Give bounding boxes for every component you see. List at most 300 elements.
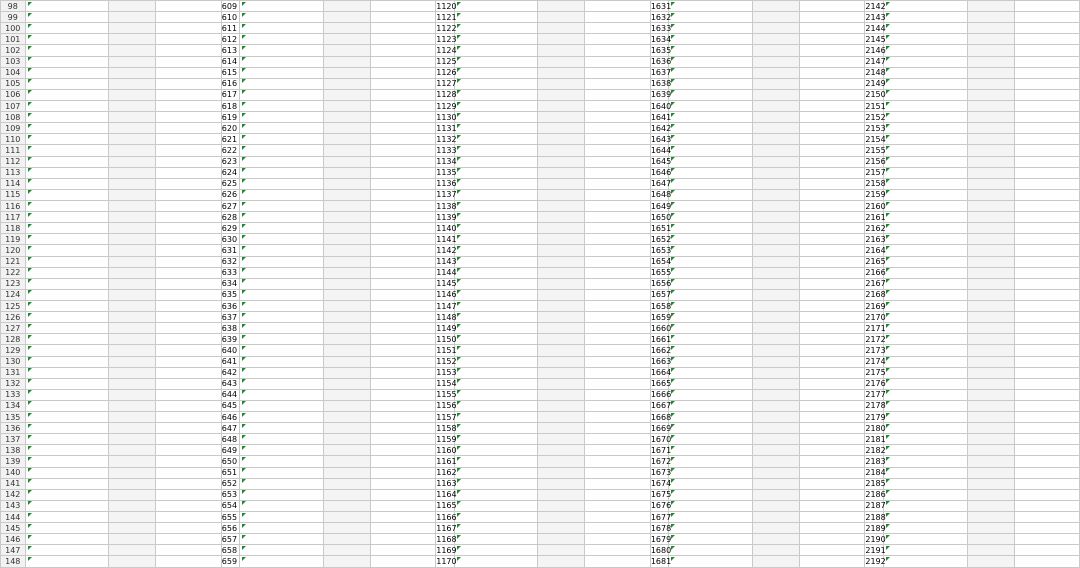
- table-cell[interactable]: [669, 134, 753, 145]
- table-cell[interactable]: [585, 256, 650, 267]
- table-cell[interactable]: [109, 356, 156, 367]
- row-number-cell[interactable]: 129: [1, 345, 26, 356]
- table-cell[interactable]: [1014, 378, 1079, 389]
- table-cell[interactable]: 645: [221, 400, 239, 411]
- table-cell[interactable]: [883, 400, 967, 411]
- table-cell[interactable]: [967, 545, 1014, 556]
- table-cell[interactable]: [25, 34, 109, 45]
- table-cell[interactable]: [585, 434, 650, 445]
- table-cell[interactable]: [585, 112, 650, 123]
- table-cell[interactable]: [156, 245, 221, 256]
- table-cell[interactable]: [538, 500, 585, 511]
- table-cell[interactable]: [538, 456, 585, 467]
- table-cell[interactable]: [799, 478, 864, 489]
- table-cell[interactable]: [370, 78, 435, 89]
- table-cell[interactable]: 1142: [436, 245, 457, 255]
- table-cell[interactable]: [883, 123, 967, 134]
- table-cell[interactable]: [323, 145, 370, 156]
- row-number-cell[interactable]: 132: [1, 378, 26, 389]
- table-cell[interactable]: [240, 367, 324, 378]
- table-cell[interactable]: 651: [221, 467, 239, 478]
- table-cell[interactable]: 2177: [865, 390, 886, 400]
- table-cell[interactable]: [109, 523, 156, 534]
- row-number-cell[interactable]: 142: [1, 489, 26, 500]
- table-cell[interactable]: 2179: [865, 412, 886, 422]
- row-number-cell[interactable]: 98: [1, 1, 26, 12]
- table-cell[interactable]: [240, 445, 324, 456]
- table-cell[interactable]: [585, 512, 650, 523]
- row-number-cell[interactable]: 137: [1, 434, 26, 445]
- table-cell[interactable]: [967, 334, 1014, 345]
- table-cell[interactable]: [538, 134, 585, 145]
- table-cell[interactable]: [240, 312, 324, 323]
- table-cell[interactable]: [585, 212, 650, 223]
- table-cell[interactable]: [883, 500, 967, 511]
- table-cell[interactable]: [240, 523, 324, 534]
- table-cell[interactable]: [156, 423, 221, 434]
- table-cell[interactable]: [967, 56, 1014, 67]
- table-cell[interactable]: 654: [221, 500, 239, 511]
- table-cell[interactable]: 2165: [865, 257, 886, 267]
- table-cell[interactable]: [25, 212, 109, 223]
- table-cell[interactable]: [454, 34, 538, 45]
- table-cell[interactable]: [967, 256, 1014, 267]
- table-cell[interactable]: 2173: [865, 345, 886, 355]
- table-cell[interactable]: [156, 234, 221, 245]
- table-cell[interactable]: [585, 200, 650, 211]
- table-cell[interactable]: [240, 178, 324, 189]
- table-cell[interactable]: [25, 234, 109, 245]
- table-cell[interactable]: [109, 245, 156, 256]
- table-cell[interactable]: [240, 100, 324, 111]
- table-cell[interactable]: 2162: [865, 223, 886, 233]
- table-cell[interactable]: [109, 434, 156, 445]
- table-cell[interactable]: [25, 178, 109, 189]
- table-cell[interactable]: 1655: [650, 268, 672, 278]
- table-cell[interactable]: 1633: [650, 23, 672, 33]
- table-cell[interactable]: 1126: [436, 68, 457, 78]
- table-cell[interactable]: [240, 12, 324, 23]
- table-cell[interactable]: [454, 100, 538, 111]
- table-cell[interactable]: [454, 123, 538, 134]
- table-cell[interactable]: 2187: [865, 501, 886, 511]
- table-cell[interactable]: [240, 45, 324, 56]
- row-number-cell[interactable]: 143: [1, 500, 26, 511]
- table-cell[interactable]: [799, 256, 864, 267]
- table-cell[interactable]: [1014, 1, 1079, 12]
- table-cell[interactable]: [585, 500, 650, 511]
- table-cell[interactable]: [454, 45, 538, 56]
- table-cell[interactable]: [109, 45, 156, 56]
- table-cell[interactable]: [967, 245, 1014, 256]
- table-cell[interactable]: [156, 156, 221, 167]
- table-cell[interactable]: [883, 178, 967, 189]
- table-cell[interactable]: [1014, 267, 1079, 278]
- row-number-cell[interactable]: 145: [1, 523, 26, 534]
- table-cell[interactable]: [370, 556, 435, 568]
- table-cell[interactable]: 1150: [436, 334, 457, 344]
- table-cell[interactable]: [323, 445, 370, 456]
- table-cell[interactable]: [883, 12, 967, 23]
- table-cell[interactable]: [240, 145, 324, 156]
- table-cell[interactable]: [669, 23, 753, 34]
- table-cell[interactable]: [454, 523, 538, 534]
- table-cell[interactable]: [109, 389, 156, 400]
- table-cell[interactable]: 2145: [865, 34, 886, 44]
- table-cell[interactable]: [967, 412, 1014, 423]
- table-cell[interactable]: [967, 123, 1014, 134]
- table-cell[interactable]: [323, 245, 370, 256]
- row-number-cell[interactable]: 109: [1, 123, 26, 134]
- table-cell[interactable]: [323, 256, 370, 267]
- row-number-cell[interactable]: 105: [1, 78, 26, 89]
- table-cell[interactable]: 2167: [865, 279, 886, 289]
- table-cell[interactable]: [752, 289, 799, 300]
- table-cell[interactable]: [799, 34, 864, 45]
- table-cell[interactable]: [669, 323, 753, 334]
- table-cell[interactable]: [752, 223, 799, 234]
- table-cell[interactable]: [25, 89, 109, 100]
- table-cell[interactable]: [538, 289, 585, 300]
- table-cell[interactable]: 2175: [865, 368, 886, 378]
- table-cell[interactable]: [585, 245, 650, 256]
- table-cell[interactable]: [669, 400, 753, 411]
- table-cell[interactable]: [454, 367, 538, 378]
- table-cell[interactable]: 2146: [865, 45, 886, 55]
- table-cell[interactable]: 2144: [865, 23, 886, 33]
- table-cell[interactable]: [323, 12, 370, 23]
- table-cell[interactable]: [538, 23, 585, 34]
- table-cell[interactable]: [25, 434, 109, 445]
- table-cell[interactable]: [370, 300, 435, 311]
- table-cell[interactable]: [585, 534, 650, 545]
- table-cell[interactable]: [109, 489, 156, 500]
- table-cell[interactable]: [883, 412, 967, 423]
- table-cell[interactable]: [156, 212, 221, 223]
- table-cell[interactable]: [25, 167, 109, 178]
- table-cell[interactable]: 1661: [650, 334, 672, 344]
- table-cell[interactable]: [240, 278, 324, 289]
- table-cell[interactable]: [799, 145, 864, 156]
- table-cell[interactable]: 625: [221, 178, 239, 189]
- row-number-cell[interactable]: 131: [1, 367, 26, 378]
- table-cell[interactable]: [25, 123, 109, 134]
- table-cell[interactable]: [370, 389, 435, 400]
- table-cell[interactable]: 614: [221, 56, 239, 67]
- table-cell[interactable]: [156, 67, 221, 78]
- table-cell[interactable]: [752, 467, 799, 478]
- table-cell[interactable]: [370, 67, 435, 78]
- table-cell[interactable]: [585, 278, 650, 289]
- table-cell[interactable]: 2183: [865, 457, 886, 467]
- table-cell[interactable]: [25, 23, 109, 34]
- table-cell[interactable]: [323, 78, 370, 89]
- table-cell[interactable]: [454, 178, 538, 189]
- table-cell[interactable]: 1170: [436, 557, 457, 567]
- table-cell[interactable]: [370, 267, 435, 278]
- table-cell[interactable]: [370, 545, 435, 556]
- table-cell[interactable]: 2176: [865, 379, 886, 389]
- table-cell[interactable]: [370, 23, 435, 34]
- table-cell[interactable]: [156, 278, 221, 289]
- table-cell[interactable]: 1125: [436, 57, 457, 67]
- table-cell[interactable]: [1014, 389, 1079, 400]
- table-cell[interactable]: 1168: [436, 534, 457, 544]
- table-cell[interactable]: 1679: [650, 534, 672, 544]
- table-cell[interactable]: [538, 223, 585, 234]
- table-cell[interactable]: [799, 223, 864, 234]
- table-cell[interactable]: [967, 400, 1014, 411]
- table-cell[interactable]: 1169: [436, 545, 457, 555]
- table-cell[interactable]: [109, 134, 156, 145]
- table-cell[interactable]: [799, 367, 864, 378]
- table-cell[interactable]: 1639: [650, 90, 672, 100]
- table-cell[interactable]: 610: [221, 12, 239, 23]
- row-number-cell[interactable]: 146: [1, 534, 26, 545]
- table-cell[interactable]: [752, 323, 799, 334]
- table-cell[interactable]: [156, 256, 221, 267]
- table-cell[interactable]: 635: [221, 289, 239, 300]
- table-cell[interactable]: 655: [221, 512, 239, 523]
- table-cell[interactable]: [323, 345, 370, 356]
- table-cell[interactable]: [585, 334, 650, 345]
- table-cell[interactable]: [883, 478, 967, 489]
- table-cell[interactable]: [156, 556, 221, 568]
- table-cell[interactable]: [752, 445, 799, 456]
- table-cell[interactable]: [25, 156, 109, 167]
- table-cell[interactable]: [156, 400, 221, 411]
- table-cell[interactable]: [585, 412, 650, 423]
- table-cell[interactable]: 2158: [865, 179, 886, 189]
- table-cell[interactable]: 1135: [436, 168, 457, 178]
- table-cell[interactable]: 634: [221, 278, 239, 289]
- table-cell[interactable]: [25, 78, 109, 89]
- table-cell[interactable]: [156, 434, 221, 445]
- table-cell[interactable]: [240, 256, 324, 267]
- table-cell[interactable]: [669, 67, 753, 78]
- table-cell[interactable]: 658: [221, 545, 239, 556]
- table-cell[interactable]: [752, 489, 799, 500]
- table-cell[interactable]: [752, 112, 799, 123]
- table-cell[interactable]: [109, 500, 156, 511]
- table-cell[interactable]: [156, 12, 221, 23]
- table-cell[interactable]: [109, 167, 156, 178]
- table-cell[interactable]: 633: [221, 267, 239, 278]
- table-cell[interactable]: [585, 378, 650, 389]
- table-cell[interactable]: 1678: [650, 523, 672, 533]
- table-cell[interactable]: [799, 445, 864, 456]
- table-cell[interactable]: 2149: [865, 79, 886, 89]
- table-cell[interactable]: [323, 212, 370, 223]
- table-cell[interactable]: [323, 378, 370, 389]
- table-cell[interactable]: 1161: [436, 457, 457, 467]
- table-cell[interactable]: 622: [221, 145, 239, 156]
- table-cell[interactable]: [25, 300, 109, 311]
- table-cell[interactable]: [967, 223, 1014, 234]
- table-cell[interactable]: 632: [221, 256, 239, 267]
- table-cell[interactable]: [669, 500, 753, 511]
- table-cell[interactable]: 1680: [650, 545, 672, 555]
- table-cell[interactable]: [454, 356, 538, 367]
- table-cell[interactable]: [752, 156, 799, 167]
- table-cell[interactable]: [109, 200, 156, 211]
- table-cell[interactable]: [585, 78, 650, 89]
- table-cell[interactable]: 2171: [865, 323, 886, 333]
- table-cell[interactable]: [454, 67, 538, 78]
- table-cell[interactable]: 1148: [436, 312, 457, 322]
- table-cell[interactable]: [240, 378, 324, 389]
- table-cell[interactable]: 613: [221, 45, 239, 56]
- table-cell[interactable]: [752, 534, 799, 545]
- table-cell[interactable]: [370, 345, 435, 356]
- table-cell[interactable]: 1649: [650, 201, 672, 211]
- table-cell[interactable]: 1138: [436, 201, 457, 211]
- table-cell[interactable]: 611: [221, 23, 239, 34]
- table-cell[interactable]: [1014, 456, 1079, 467]
- table-cell[interactable]: [156, 512, 221, 523]
- table-cell[interactable]: [156, 123, 221, 134]
- table-cell[interactable]: [752, 456, 799, 467]
- table-cell[interactable]: [538, 100, 585, 111]
- table-cell[interactable]: [538, 545, 585, 556]
- table-cell[interactable]: [883, 100, 967, 111]
- table-cell[interactable]: [25, 67, 109, 78]
- table-cell[interactable]: [883, 23, 967, 34]
- table-cell[interactable]: [370, 256, 435, 267]
- table-cell[interactable]: [1014, 56, 1079, 67]
- table-cell[interactable]: [25, 523, 109, 534]
- table-cell[interactable]: 1156: [436, 401, 457, 411]
- table-cell[interactable]: [109, 534, 156, 545]
- table-cell[interactable]: [967, 523, 1014, 534]
- table-cell[interactable]: [883, 1, 967, 12]
- table-cell[interactable]: [752, 434, 799, 445]
- table-cell[interactable]: [156, 100, 221, 111]
- table-cell[interactable]: [323, 234, 370, 245]
- table-cell[interactable]: [370, 245, 435, 256]
- table-cell[interactable]: [967, 478, 1014, 489]
- row-number-cell[interactable]: 123: [1, 278, 26, 289]
- table-cell[interactable]: 1657: [650, 290, 672, 300]
- table-cell[interactable]: 1643: [650, 134, 672, 144]
- table-cell[interactable]: [323, 412, 370, 423]
- table-cell[interactable]: 2147: [865, 57, 886, 67]
- table-cell[interactable]: [156, 112, 221, 123]
- table-cell[interactable]: [538, 156, 585, 167]
- table-cell[interactable]: 2186: [865, 490, 886, 500]
- table-cell[interactable]: [240, 423, 324, 434]
- table-cell[interactable]: [799, 523, 864, 534]
- table-cell[interactable]: [454, 334, 538, 345]
- table-cell[interactable]: [967, 556, 1014, 568]
- table-cell[interactable]: [669, 378, 753, 389]
- table-cell[interactable]: 1152: [436, 357, 457, 367]
- table-cell[interactable]: [109, 456, 156, 467]
- table-cell[interactable]: [799, 289, 864, 300]
- table-cell[interactable]: [752, 178, 799, 189]
- table-cell[interactable]: [109, 545, 156, 556]
- table-cell[interactable]: 630: [221, 234, 239, 245]
- table-cell[interactable]: [883, 289, 967, 300]
- table-cell[interactable]: [370, 467, 435, 478]
- table-cell[interactable]: [538, 523, 585, 534]
- table-cell[interactable]: [585, 89, 650, 100]
- table-cell[interactable]: [370, 312, 435, 323]
- table-cell[interactable]: [240, 489, 324, 500]
- table-cell[interactable]: [799, 234, 864, 245]
- table-cell[interactable]: [25, 12, 109, 23]
- table-cell[interactable]: [799, 356, 864, 367]
- table-cell[interactable]: 1644: [650, 145, 672, 155]
- table-cell[interactable]: [669, 189, 753, 200]
- table-cell[interactable]: [669, 345, 753, 356]
- table-cell[interactable]: 643: [221, 378, 239, 389]
- table-cell[interactable]: [669, 445, 753, 456]
- table-cell[interactable]: [25, 312, 109, 323]
- table-cell[interactable]: 609: [221, 1, 239, 12]
- row-number-cell[interactable]: 121: [1, 256, 26, 267]
- table-cell[interactable]: 2142: [865, 1, 886, 11]
- table-cell[interactable]: [370, 167, 435, 178]
- row-number-cell[interactable]: 122: [1, 267, 26, 278]
- table-cell[interactable]: [669, 100, 753, 111]
- table-cell[interactable]: [370, 512, 435, 523]
- table-cell[interactable]: [967, 178, 1014, 189]
- table-cell[interactable]: [1014, 278, 1079, 289]
- row-number-cell[interactable]: 133: [1, 389, 26, 400]
- table-cell[interactable]: [25, 500, 109, 511]
- table-cell[interactable]: [1014, 112, 1079, 123]
- row-number-cell[interactable]: 103: [1, 56, 26, 67]
- table-cell[interactable]: [752, 512, 799, 523]
- table-cell[interactable]: 1159: [436, 434, 457, 444]
- table-cell[interactable]: [669, 78, 753, 89]
- row-number-cell[interactable]: 117: [1, 212, 26, 223]
- table-cell[interactable]: 2170: [865, 312, 886, 322]
- table-cell[interactable]: [454, 467, 538, 478]
- table-cell[interactable]: [323, 100, 370, 111]
- table-cell[interactable]: [25, 112, 109, 123]
- table-cell[interactable]: [370, 223, 435, 234]
- table-cell[interactable]: [538, 189, 585, 200]
- table-cell[interactable]: [967, 89, 1014, 100]
- table-cell[interactable]: [538, 512, 585, 523]
- table-cell[interactable]: [109, 478, 156, 489]
- table-cell[interactable]: [1014, 300, 1079, 311]
- table-cell[interactable]: [1014, 156, 1079, 167]
- table-cell[interactable]: 617: [221, 89, 239, 100]
- table-cell[interactable]: 1153: [436, 368, 457, 378]
- table-cell[interactable]: [156, 412, 221, 423]
- table-cell[interactable]: [967, 100, 1014, 111]
- table-cell[interactable]: [156, 23, 221, 34]
- table-cell[interactable]: [323, 467, 370, 478]
- table-cell[interactable]: [156, 1, 221, 12]
- table-cell[interactable]: [156, 89, 221, 100]
- table-cell[interactable]: [883, 89, 967, 100]
- table-cell[interactable]: [669, 34, 753, 45]
- table-cell[interactable]: [967, 356, 1014, 367]
- row-number-cell[interactable]: 135: [1, 412, 26, 423]
- table-cell[interactable]: 1158: [436, 423, 457, 433]
- table-cell[interactable]: [25, 256, 109, 267]
- table-cell[interactable]: 1634: [650, 34, 672, 44]
- table-cell[interactable]: 2190: [865, 534, 886, 544]
- table-cell[interactable]: [109, 345, 156, 356]
- table-cell[interactable]: [323, 400, 370, 411]
- table-cell[interactable]: [240, 289, 324, 300]
- row-number-cell[interactable]: 136: [1, 423, 26, 434]
